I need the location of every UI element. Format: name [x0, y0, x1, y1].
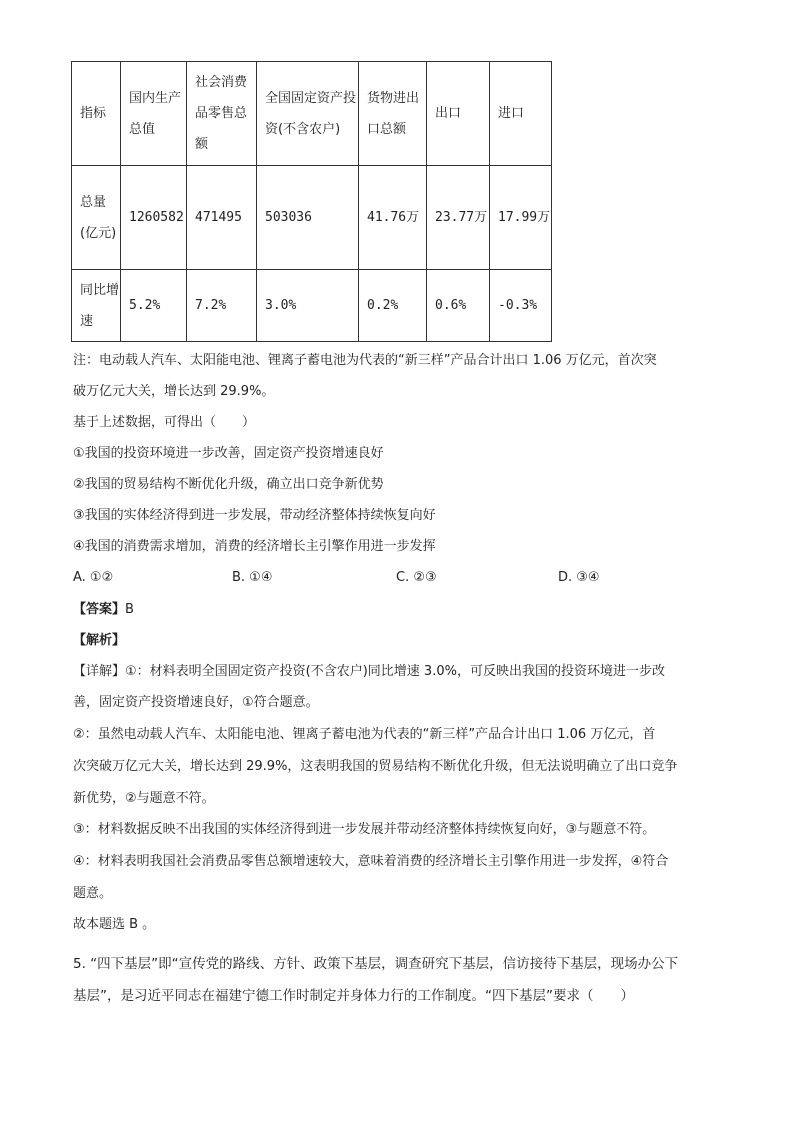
table-cell: 41.76万 — [359, 166, 427, 270]
table-cell: -0.3% — [490, 270, 552, 342]
detail-line: 题意。 — [73, 886, 113, 901]
header-cell: 全国固定资产投资(不含农户) — [257, 62, 359, 166]
detail-line: 新优势，②与题意不符。 — [73, 791, 215, 806]
header-cell: 货物进出口总额 — [359, 62, 427, 166]
table-row — [72, 270, 552, 342]
option-d: D. ③④ — [558, 570, 600, 585]
statement-item: ②我国的贸易结构不断优化升级，确立出口竞争新优势 — [73, 477, 384, 492]
detail-line: ③：材料数据反映不出我国的实体经济得到进一步发展并带动经济整体持续恢复向好，③与题意不符。 — [73, 822, 656, 837]
row-label: 总量(亿元) — [72, 166, 121, 270]
table-cell: 3.0% — [257, 270, 359, 342]
table-header-row — [72, 62, 552, 166]
table-cell: 5.2% — [121, 270, 187, 342]
answer-line — [73, 600, 134, 620]
table-cell: 0.6% — [427, 270, 490, 342]
header-cell: 进口 — [490, 62, 552, 166]
detail-line: ②：虽然电动载人汽车、太阳能电池、锂离子蓄电池为代表的“新三样”产品合计出口 1.06 万亿元，首 — [73, 727, 656, 742]
detail-line: ④：材料表明我国社会消费品零售总额增速较大，意味着消费的经济增长主引擎作用进一步发挥，④符合 — [73, 854, 669, 869]
question-stem: 基于上述数据，可得出（ ） — [73, 415, 256, 430]
header-cell: 指标 — [72, 62, 121, 166]
detail-line: 次突破万亿元大关，增长达到 29.9%，这表明我国的贸易结构不断优化升级，但无法说明确立了出口竞争 — [73, 759, 678, 774]
table-cell: 503036 — [257, 166, 359, 270]
table-row — [72, 166, 552, 270]
table-cell: 7.2% — [187, 270, 257, 342]
detail-line: 【详解】①：材料表明全国固定资产投资(不含农户)同比增速 3.0%，可反映出我国的投资环境进一步改 — [73, 664, 665, 679]
question-5-line: 基层”，是习近平同志在福建宁德工作时制定并身体力行的工作制度。“四下基层”要求（ ） — [73, 988, 634, 1004]
table-cell: 0.2% — [359, 270, 427, 342]
table-cell: 471495 — [187, 166, 257, 270]
table-cell: 17.99万 — [490, 166, 552, 270]
note-line: 注：电动载人汽车、太阳能电池、锂离子蓄电池为代表的“新三样”产品合计出口 1.06 万亿元，首次突 — [73, 353, 657, 368]
option-b: B. ①④ — [232, 570, 273, 585]
option-a: A. ①② — [73, 570, 114, 585]
question-5-line: 5. “四下基层”即“宣传党的路线、方针、政策下基层，调查研究下基层，信访接待下基层，现场办公下 — [73, 956, 679, 972]
header-cell: 出口 — [427, 62, 490, 166]
note-line: 破万亿元大关，增长达到 29.9%。 — [73, 384, 275, 399]
header-cell: 国内生产总值 — [121, 62, 187, 166]
statement-item: ①我国的投资环境进一步改善，固定资产投资增速良好 — [73, 446, 384, 461]
statistics-table — [71, 61, 552, 342]
row-label: 同比增速 — [72, 270, 121, 342]
header-cell: 社会消费品零售总额 — [187, 62, 257, 166]
option-c: C. ②③ — [396, 570, 437, 585]
table-cell: 23.77万 — [427, 166, 490, 270]
table-cell: 1260582 — [121, 166, 187, 270]
statement-item: ④我国的消费需求增加，消费的经济增长主引擎作用进一步发挥 — [73, 539, 436, 554]
detail-line: 故本题选 B 。 — [73, 917, 156, 932]
analysis-label: 【解析】 — [73, 633, 126, 648]
statement-item: ③我国的实体经济得到进一步发展，带动经济整体持续恢复向好 — [73, 508, 436, 523]
answer-value: B — [125, 602, 134, 617]
answer-label: 【答案】 — [73, 602, 126, 617]
detail-line: 善，固定资产投资增速良好，①符合题意。 — [73, 695, 319, 710]
